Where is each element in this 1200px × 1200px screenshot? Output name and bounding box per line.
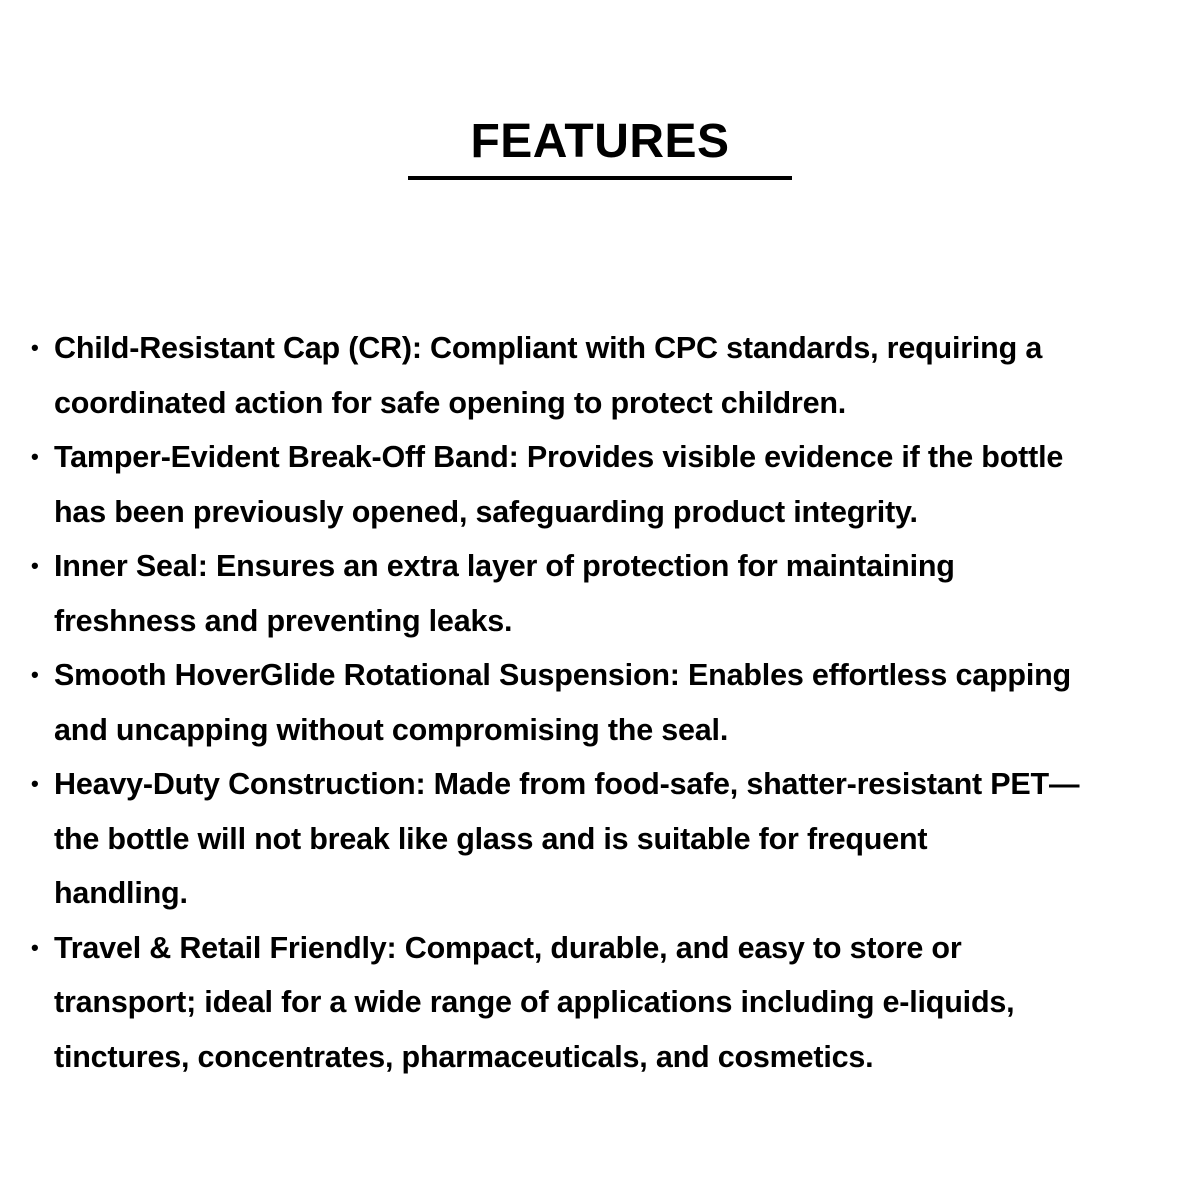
bullet-icon: • bbox=[31, 934, 39, 960]
bullet-icon: • bbox=[31, 553, 39, 578]
feature-text-line: the bottle will not break like glass and is suitable for frequent bbox=[54, 821, 928, 856]
feature-item-hoverglide-suspension bbox=[0, 648, 1200, 757]
feature-text-line: coordinated action for safe opening to protect children. bbox=[54, 385, 847, 420]
feature-item-inner-seal bbox=[0, 539, 1200, 648]
page-title: FEATURES bbox=[470, 115, 730, 168]
feature-item-heavy-duty-construction bbox=[0, 757, 1200, 921]
bullet-icon: • bbox=[31, 335, 39, 360]
feature-item-travel-retail-friendly bbox=[0, 921, 1200, 1085]
bullet-icon: • bbox=[31, 444, 39, 469]
feature-text-line: has been previously opened, safeguarding product integrity. bbox=[54, 494, 918, 529]
feature-text-line: Tamper-Evident Break-Off Band: Provides visible evidence if the bottle bbox=[54, 440, 1064, 474]
feature-text-line: freshness and preventing leaks. bbox=[54, 603, 513, 638]
feature-text-line: Smooth HoverGlide Rotational Suspension: Enables effortless capping bbox=[54, 658, 1071, 692]
bullet-icon: • bbox=[31, 771, 39, 796]
feature-text-line: Inner Seal: Ensures an extra layer of protection for maintaining bbox=[54, 549, 955, 583]
feature-item-tamper-evident-band bbox=[0, 430, 1200, 539]
feature-text-line: tinctures, concentrates, pharmaceuticals, and cosmetics. bbox=[54, 1039, 874, 1074]
feature-item-child-resistant-cap bbox=[0, 321, 1200, 430]
feature-text-line: Travel & Retail Friendly: Compact, durable, and easy to store or bbox=[54, 930, 962, 965]
feature-text-line: transport; ideal for a wide range of applications including e-liquids, bbox=[54, 985, 1015, 1019]
feature-text-line: Child-Resistant Cap (CR): Compliant with CPC standards, requiring a bbox=[54, 331, 1043, 365]
bullet-icon: • bbox=[31, 662, 39, 687]
features-list bbox=[0, 321, 1200, 1084]
feature-text-line: handling. bbox=[54, 876, 188, 910]
title-underline bbox=[408, 176, 792, 180]
feature-text-line: Heavy-Duty Construction: Made from food-safe, shatter-resistant PET— bbox=[54, 767, 1080, 801]
feature-text-line: and uncapping without compromising the seal. bbox=[54, 712, 729, 747]
